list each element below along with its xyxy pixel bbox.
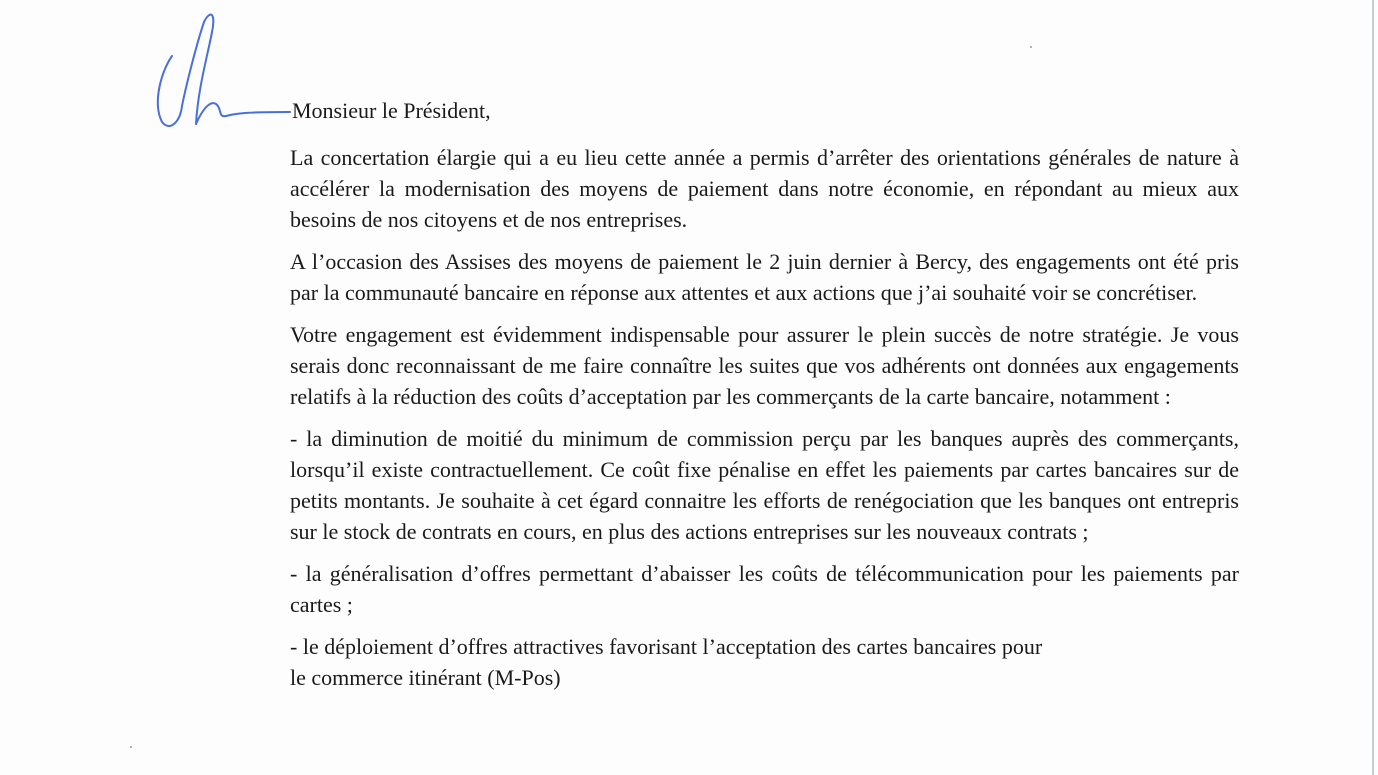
partial-line-cut-off: le commerce itinérant (M-Pos): [290, 665, 561, 690]
paragraph-concertation: La concertation élargie qui a eu lieu cette année a permis d’arrêter des orientations générales de nature à accélérer la modernisation des moyens de paiement dans notre économie, en répondant au mieux aux besoins de nos citoyens et de nos entreprises.: [290, 145, 1239, 232]
paragraph-engagement: Votre engagement est évidemment indispensable pour assurer le plein succès de notre stratégie. Je vous serais donc reconnaissant de me faire connaître les suites que vos adhérents ont données aux engagements relatifs à la réduction des coûts d’acceptation par les commerçants de la carte bancaire, notamment :: [290, 322, 1239, 409]
scan-speck: [130, 746, 132, 748]
scan-speck: [1030, 46, 1032, 48]
list-item-offres: - le déploiement d’offres attractives favorisant l’acceptation des cartes bancaires pour: [290, 634, 1043, 659]
handwritten-initials-annotation: [148, 6, 298, 136]
list-item-commission: - la diminution de moitié du minimum de commission perçu par les banques auprès des commerçants, lorsqu’il existe contractuellement. Ce coût fixe pénalise en effet les paiements par cartes bancaires sur de petits montants. Je souhaite à cet égard connaitre les efforts de renégociation que les banques ont entrepris sur le stock de contrats en cours, en plus des actions entreprises sur les nouveaux contrats ;: [290, 426, 1239, 544]
salutation: Monsieur le Président,: [292, 98, 491, 123]
letter-body: [290, 142, 1239, 693]
page-edge: [1372, 0, 1374, 775]
list-item-telecom: - la généralisation d’offres permettant d’abaisser les coûts de télécommunication pour les paiements par cartes ;: [290, 561, 1239, 617]
paragraph-assises: A l’occasion des Assises des moyens de paiement le 2 juin dernier à Bercy, des engagements ont été pris par la communauté bancaire en réponse aux attentes et aux actions que j’ai souhaité voir se concrétiser.: [290, 249, 1239, 305]
